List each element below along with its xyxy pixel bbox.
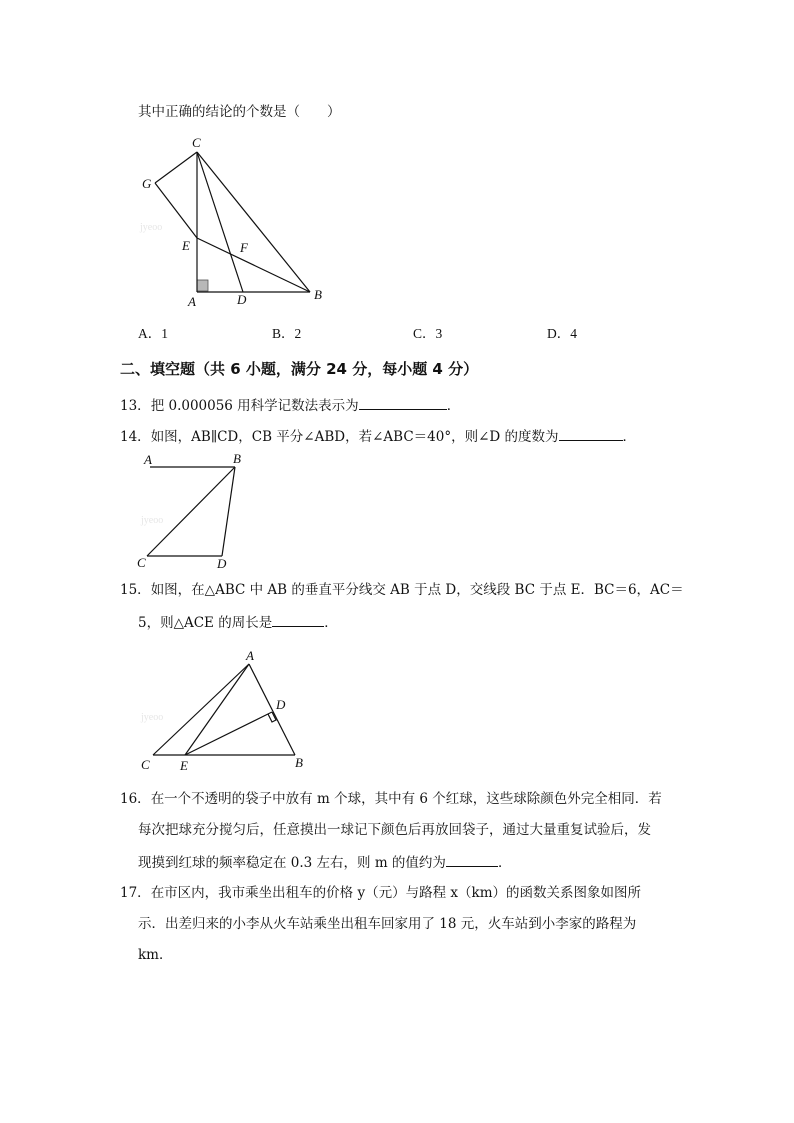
q15-line-2	[138, 612, 338, 632]
q14-label-a: A	[144, 452, 152, 467]
q12-lines	[155, 152, 310, 292]
q12-label-b: B	[314, 287, 322, 302]
watermark: jyeoo	[141, 515, 164, 526]
q12-option-c: C．3	[413, 326, 443, 341]
q16-number: 16．	[120, 791, 151, 807]
q12-option-b: B．2	[272, 326, 302, 341]
q12-label-e: E	[182, 238, 190, 253]
q12-label-c: C	[192, 135, 201, 150]
q14-lines	[147, 467, 235, 556]
q15-text-2: 5，则△ACE 的周长是	[138, 615, 273, 631]
q12-label-f: F	[240, 240, 248, 255]
q16-line-1	[120, 790, 662, 808]
q15-number: 15．	[120, 582, 151, 598]
q16-text-1: 在一个不透明的袋子中放有 m 个球，其中有 6 个红球，这些球除颜色外完全相同．若	[150, 791, 662, 807]
q14-number: 14．	[120, 429, 151, 445]
q16-line-2: 每次把球充分搅匀后，任意摸出一球记下颜色后再放回袋子，通过大量重复试验后，发	[138, 822, 651, 838]
q16-line-3	[138, 852, 511, 872]
q15-figure	[135, 645, 325, 775]
q17-number: 17．	[120, 885, 151, 901]
q12-option-d: D．4	[547, 326, 577, 341]
q14	[120, 426, 636, 446]
q16-text-3: 现摸到红球的频率稳定在 0.3 左右，则 m 的值约为	[138, 855, 446, 871]
q15-lines	[153, 664, 295, 755]
q14-label-d: D	[217, 556, 227, 571]
q14-label-b: B	[233, 451, 241, 466]
q15-line-1	[120, 581, 684, 599]
q12-label-g: G	[142, 176, 152, 191]
q14-answer-blank	[559, 426, 623, 441]
q15-answer-blank	[272, 612, 324, 627]
watermark: jyeoo	[141, 712, 164, 723]
q12-label-d: D	[237, 292, 247, 307]
q14-text: 如图，AB∥CD，CB 平分∠ABD，若∠ABC＝40°，则∠D 的度数为	[150, 429, 559, 445]
watermark: jyeoo	[140, 222, 163, 233]
q17-line-1	[120, 884, 641, 902]
q15-label-d: D	[276, 697, 286, 712]
q12-figure	[130, 130, 340, 315]
q13	[120, 395, 460, 415]
q12-label-a: A	[188, 294, 196, 309]
q17-line-2: 示．出差归来的小李从火车站乘坐出租车回家用了 18 元，火车站到小李家的路程为	[138, 916, 637, 932]
q15-label-e: E	[180, 758, 188, 773]
q13-text: 把 0.000056 用科学记数法表示为	[150, 398, 359, 414]
q15-text-1: 如图，在△ABC 中 AB 的垂直平分线交 AB 于点 D，交线段 BC 于点 E．BC＝6，AC＝	[150, 582, 684, 598]
q15-label-c: C	[141, 757, 150, 772]
q15-label-b: B	[295, 755, 303, 770]
right-angle-mark	[197, 280, 208, 291]
q17-text-1: 在市区内，我市乘坐出租车的价格 y（元）与路程 x（km）的函数关系图象如图所	[150, 885, 641, 901]
q14-figure	[135, 448, 255, 574]
q12-prompt: 其中正确的结论的个数是（ ）	[138, 104, 341, 120]
q13-end: ．	[446, 398, 461, 414]
q15-end: ．	[324, 615, 338, 631]
q14-end: ．	[622, 429, 637, 445]
section-heading: 二、填空题（共 6 小题，满分 24 分，每小题 4 分）	[120, 360, 479, 378]
q12-option-a: A．1	[138, 326, 168, 341]
q13-number: 13．	[120, 398, 151, 414]
q16-answer-blank	[446, 852, 498, 867]
q13-answer-blank	[359, 395, 447, 410]
q16-end: ．	[497, 855, 512, 871]
q14-label-c: C	[137, 555, 146, 570]
q15-label-a: A	[246, 648, 254, 663]
q17-line-3: km．	[138, 947, 173, 963]
